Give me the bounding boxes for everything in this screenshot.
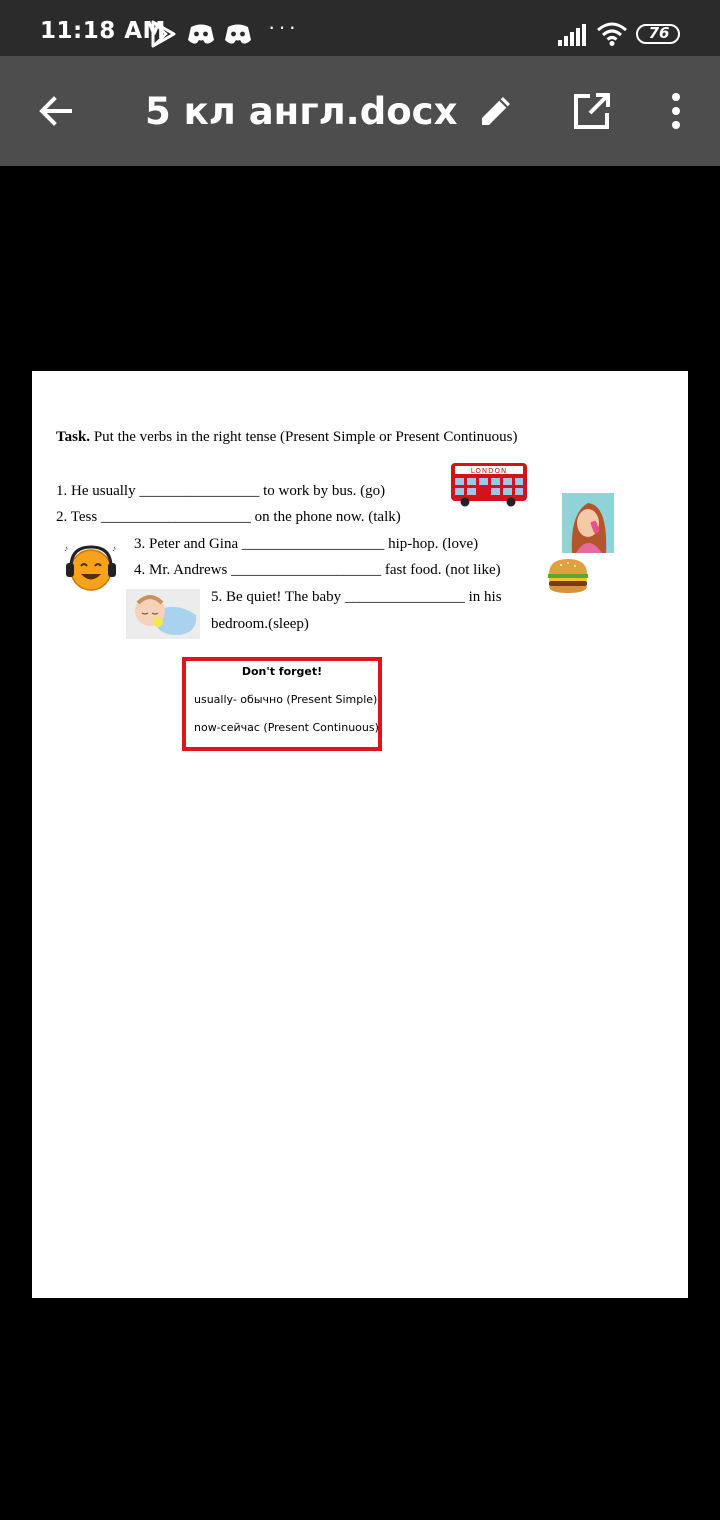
sentence-1: 1. He usually ________________ to work by bus. (go) (56, 483, 386, 499)
woman-on-phone-image (562, 493, 614, 553)
task-label: Task. (56, 429, 91, 445)
sentence-4: 4. Mr. Andrews ____________________ fast food. (not like) (134, 562, 501, 578)
play-store-icon (150, 20, 178, 48)
sentence-5: 5. Be quiet! The baby ________________ in his (211, 589, 502, 605)
status-bar (0, 0, 720, 56)
discord-icon (187, 22, 215, 46)
task-text: Put the verbs in the right tense (Present Simple or Present Continuous) (90, 429, 518, 445)
note-box (182, 657, 382, 751)
note-line-usually: usually- обычно (Present Simple) (194, 693, 378, 706)
more-notifications-icon: ··· (268, 14, 299, 39)
smiley-headphones-image (62, 543, 120, 593)
london-bus-image (449, 461, 529, 507)
battery-level: 76 (648, 24, 670, 42)
open-external-icon[interactable] (572, 91, 612, 131)
battery-icon (636, 24, 680, 44)
sentence-2: 2. Tess ____________________ on the phone now. (talk) (56, 509, 401, 525)
back-arrow-icon[interactable] (36, 91, 76, 131)
svg-text:♪: ♪ (64, 544, 68, 553)
task-instruction (56, 429, 518, 446)
wifi-icon (596, 22, 628, 46)
sleeping-baby-image (126, 589, 200, 639)
document-page[interactable] (32, 371, 688, 1298)
discord-icon (224, 22, 252, 46)
edit-pencil-icon[interactable] (476, 91, 516, 131)
signal-icon (557, 24, 587, 46)
burger-image (546, 557, 590, 595)
more-vert-icon[interactable] (656, 91, 696, 131)
app-bar (0, 56, 720, 166)
bus-sign-text: LONDON (470, 467, 508, 475)
note-heading: Don't forget! (241, 665, 323, 678)
sentence-3: 3. Peter and Gina ___________________ hip-hop. (love) (134, 536, 479, 552)
sentence-5-continued: bedroom.(sleep) (211, 616, 309, 632)
status-time: 11:18 AM (40, 18, 166, 44)
svg-text:♪: ♪ (112, 544, 116, 553)
document-title: 5 кл англ.docx (145, 90, 458, 133)
note-line-now: now-сейчас (Present Continuous) (194, 721, 379, 734)
